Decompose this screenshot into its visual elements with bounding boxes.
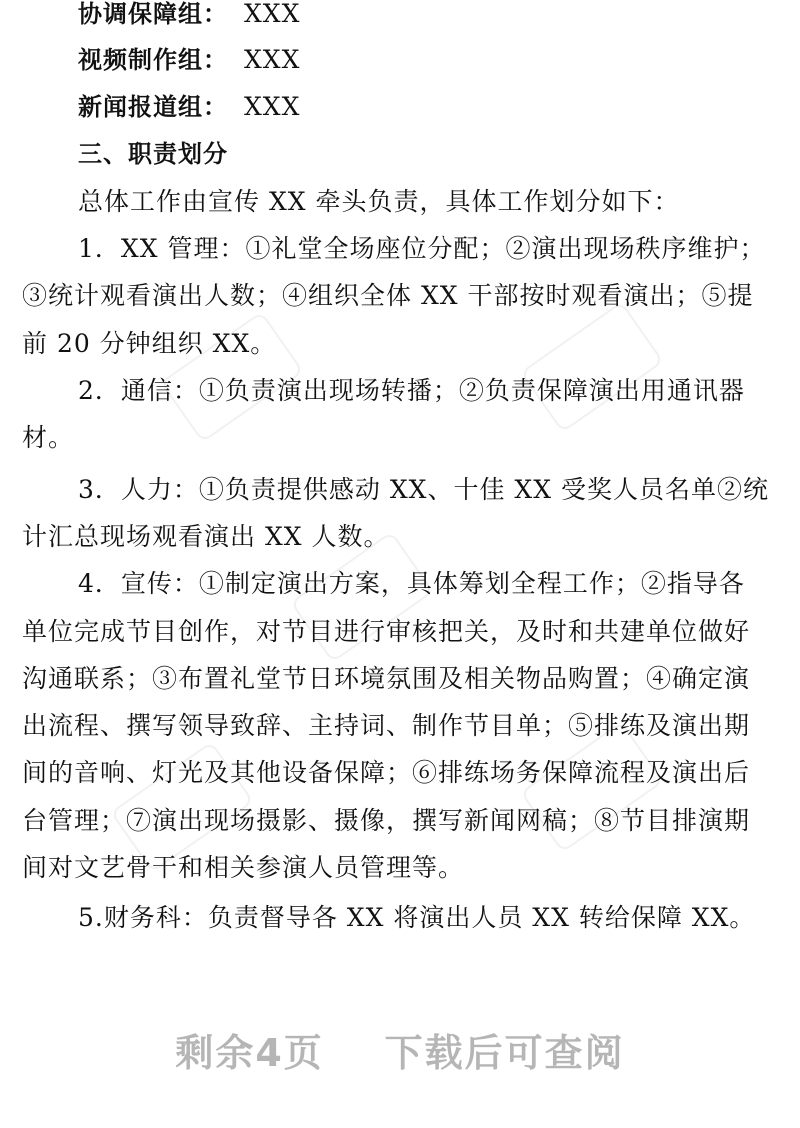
body-line: 1．XX 管理：①礼堂全场座位分配；②演出现场秩序维护； <box>78 234 766 263</box>
body-line: 材。 <box>22 423 75 452</box>
team-line <box>0 0 800 38</box>
body-line: 间的音响、灯光及其他设备保障；⑥排练场务保障流程及演出后 <box>22 758 751 787</box>
body-line: 间对文艺骨干和相关参演人员管理等。 <box>22 853 465 882</box>
body-line: 沟通联系；③布置礼堂节日环境氛围及相关物品购置；④确定演 <box>22 664 751 693</box>
team-value: XXX <box>244 0 301 28</box>
body-line: 4．宣传：①制定演出方案，具体筹划全程工作；②指导各 <box>78 569 745 598</box>
team-value: XXX <box>244 92 301 121</box>
body-line: 5.财务科：负责督导各 XX 将演出人员 XX 转给保障 XX。 <box>78 903 756 932</box>
team-label: 新闻报道组： <box>78 93 228 121</box>
body-line: 2．通信：①负责演出现场转播；②负责保障演出用通讯器 <box>78 376 745 405</box>
team-value: XXX <box>244 45 301 74</box>
body-line: 计汇总现场观看演出 XX 人数。 <box>22 522 390 551</box>
body-line: 单位完成节目创作，对节目进行审核把关，及时和共建单位做好 <box>22 617 751 646</box>
team-label: 视频制作组： <box>78 46 228 74</box>
body-line: 3．人力：①负责提供感动 XX、十佳 XX 受奖人员名单②统 <box>78 475 769 504</box>
section-heading: 三、职责划分 <box>78 140 228 168</box>
body-line: ③统计观看演出人数；④组织全体 XX 干部按时观看演出；⑤提 <box>22 281 754 310</box>
body-line: 总体工作由宣传 XX 牵头负责，具体工作划分如下： <box>78 187 680 216</box>
team-label: 协调保障组： <box>78 0 228 28</box>
body-line: 出流程、撰写领导致辞、主持词、制作节目单；⑤排练及演出期 <box>22 711 751 740</box>
team-line <box>0 36 800 84</box>
body-line: 台管理；⑦演出现场摄影、摄像，撰写新闻网稿；⑧节目排演期 <box>22 806 751 835</box>
team-line <box>0 83 800 131</box>
body-line: 前 20 分钟组织 XX。 <box>22 329 277 358</box>
remaining-pages-notice: 剩余4页 下载后可查阅 <box>175 1031 625 1075</box>
